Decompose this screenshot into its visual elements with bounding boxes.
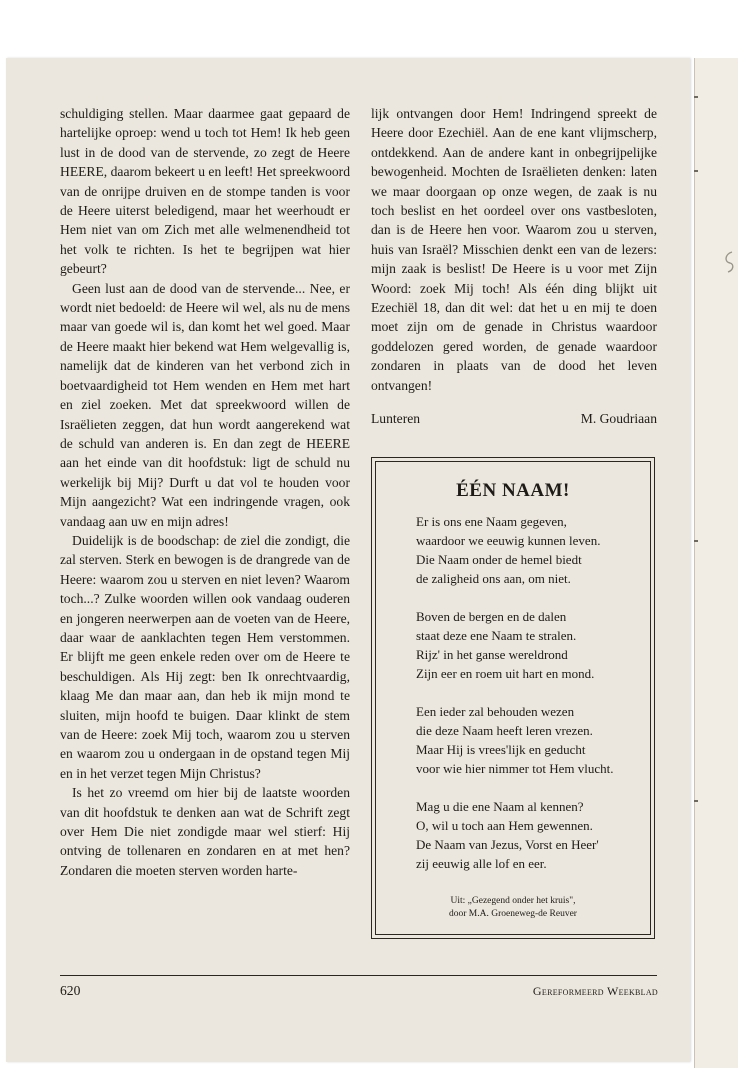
footer-divider: [60, 975, 657, 976]
edge-tick: [694, 96, 698, 98]
poem-line: Zijn eer en roem uit hart en mond.: [416, 666, 595, 681]
poem-credit: [372, 895, 654, 921]
poem-line: Een ieder zal behouden wezen: [416, 704, 575, 719]
paragraph: lijk ontvangen door Hem! Indringend spreekt de Heere door Ezechiël. Aan de ene kant vlijmscherp, ontdekkend. Aan de andere kant in onbegrijpelijke bewogenheid. Mochten de Israëlieten denken: laten we maar doorgaan op onze wegen, de zaak is nu toch beslist en het oordeel over ons vastbesloten, dan is de Heere hen voor. Waarom zou u sterven, huis van Israël? Misschien denkt een van de lezers: mijn zaak is beslist! De Heere is u voor met Zijn Woord: zoek Mij toch! Als één ding blijkt uit Ezechiël 18, dan dit wel: dat het u en mij te doen moet zijn om de genade in Christus waardoor goddelozen gered worden, de genade waardoor zondaren in plaats van de dood het leven ontvangen!: [371, 106, 657, 393]
paragraph: Duidelijk is de boodschap: de ziel die zondigt, die zal sterven. Sterk en bewogen is de drangrede van de Heere: waarom zou u sterven en niet leven? Waarom toch...? Zulke woorden willen ook vandaag ouderen en jongeren neerwerpen aan de voeten van de Heere, daar waar de aanklachten tegen Hem verstommen. Er blijft me geen enkele reden over om de Heere te beschuldigen. Als Hij zegt: ben Ik onrechtvaardig, klaag Me dan maar aan, dan heb ik mijn mond te sluiten, mijn hoofd te buigen. Daar klinkt de stem van de Heere: zoek Mij toch, waarom zou u sterven en waarom zou u ondergaan in de opstand tegen Mij en in het verzet tegen Mijn Christus?: [60, 532, 350, 781]
signature-place: Lunteren: [371, 411, 421, 427]
paragraph: Is het zo vreemd om hier bij de laatste woorden van dit hoofdstuk te denken aan wat de Schrift zegt over Hem Die niet zondigde maar wel stierf: Hij ontving de tollenaren en zondaren en at met hen? Zondaren die moeten sterven worden harte-: [60, 785, 350, 878]
facing-page-edge: [694, 58, 738, 1068]
right-text-column: [371, 104, 657, 429]
edge-tick: [694, 170, 698, 172]
poem-box: [371, 457, 655, 939]
poem-title: ÉÉN NAAM!: [456, 480, 570, 501]
signature-author: M. Goudriaan: [580, 411, 657, 427]
poem-line: de zaligheid ons aan, om niet.: [416, 571, 571, 586]
paragraph: Geen lust aan de dood van de stervende... Nee, er wordt niet bedoeld: de Heere wil wel, als nu de mens maar van goede wil is, dan komt het wel goed. Maar de Heere maakt hier bekend wat Hem welgevallig is, namelijk dat de kinderen van het verbond zich in boetvaardigheid tot Hem wenden en Hem met hart en ziel zoeken. Met dat spreekwoord willen de Israëlieten zeggen, dat hun wordt aangerekend wat de schuld van anderen is. En dan zegt de HEERE aan het einde van dit hoofdstuk: ligt de schuld nu werkelijk bij Mij? Durft u dat vol te houden voor Mijn aangezicht? Wat een indringende vragen, ook vandaag aan uw en mijn adres!: [60, 280, 350, 529]
poem-line: zij eeuwig alle lof en eer.: [416, 856, 547, 871]
poem-line: O, wil u toch aan Hem gewennen.: [416, 818, 593, 833]
poem-line: Die Naam onder de hemel biedt: [416, 552, 582, 567]
poem-stanza: [416, 797, 646, 873]
left-text-column: [60, 104, 350, 880]
poem-credit-source: Uit: „Gezegend onder het kruis",: [450, 896, 576, 906]
poem-line: Maar Hij is vrees'lijk en geducht: [416, 742, 586, 757]
poem-stanza: [416, 702, 646, 778]
poem-body: [416, 512, 646, 892]
poem-line: Boven de bergen en de dalen: [416, 609, 567, 624]
poem-line: voor wie hier nimmer tot Hem vlucht.: [416, 761, 614, 776]
poem-line: Rijz' in het ganse wereldrond: [416, 647, 568, 662]
page-number: 620: [60, 983, 81, 998]
poem-line: staat deze ene Naam te stralen.: [416, 628, 577, 643]
poem-line: Mag u die ene Naam al kennen?: [416, 799, 584, 814]
poem-line: die deze Naam heeft leren vrezen.: [416, 723, 593, 738]
poem-line: De Naam van Jezus, Vorst en Heer': [416, 837, 599, 852]
poem-credit-author: door M.A. Groeneweg-de Reuver: [449, 909, 577, 919]
edge-tick: [694, 540, 698, 542]
facing-page-glyph-icon: [722, 250, 736, 274]
poem-line: Er is ons ene Naam gegeven,: [416, 514, 567, 529]
poem-stanza: [416, 512, 646, 588]
publication-name: Gereformeerd Weekblad: [532, 984, 658, 998]
edge-tick: [694, 800, 698, 802]
paragraph: schuldiging stellen. Maar daarmee gaat gepaard de hartelijke oproep: wend u toch tot Hem! Ik heb geen lust in de dood van de stervende, zo zegt de Heere HEERE, daarom bekeert u en leeft! Het spreekwoord van de onrijpe druiven en de stompe tanden is voor de Heere uiterst beledigend, maar het weerhoudt er Hem niet van om Zich met alle welmenendheid tot het volk te richten. Is het te begrijpen wat hier gebeurt?: [60, 106, 350, 277]
poem-line: waardoor we eeuwig kunnen leven.: [416, 533, 601, 548]
article-signature: [371, 409, 657, 428]
poem-stanza: [416, 607, 646, 683]
